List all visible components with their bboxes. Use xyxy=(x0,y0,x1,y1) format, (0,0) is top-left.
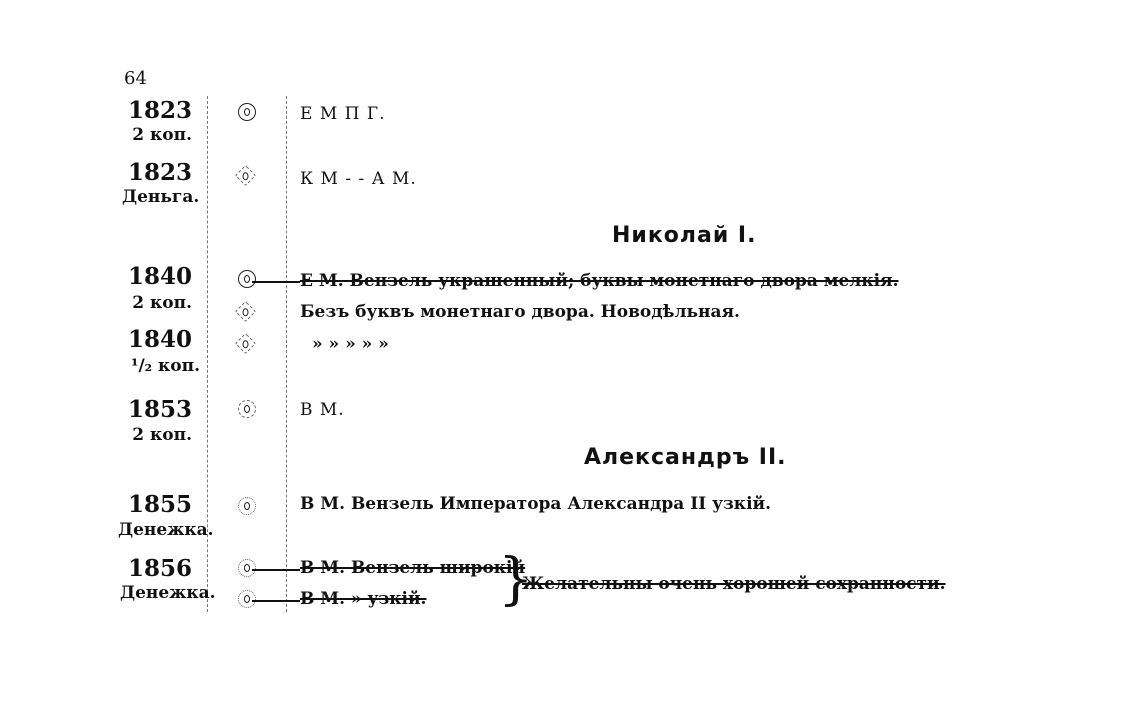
entry-description: В М. Вензель широкій xyxy=(300,558,526,578)
strike-line xyxy=(252,569,300,571)
coin-circle-icon xyxy=(238,103,256,121)
year-1823-b: 1823 xyxy=(127,159,192,186)
coin-circle-icon xyxy=(238,270,256,288)
brace-note: Желательны очень хорошей сохранности. xyxy=(522,574,946,594)
entry-description: В М. Вензель Императора Александра II узкій. xyxy=(300,494,772,514)
entry-description: » » » » » xyxy=(312,334,389,354)
section-heading-alexander: Александръ II. xyxy=(584,445,787,470)
year-1840-b: 1840 xyxy=(127,326,192,353)
entry-description: Безъ буквъ монетнаго двора. Новодѣльная. xyxy=(300,302,740,322)
strike-line xyxy=(252,600,300,602)
denomination: Деньга. xyxy=(122,187,200,207)
year-1823-a: 1823 xyxy=(127,97,192,124)
year-1855: 1855 xyxy=(127,491,192,518)
brace-icon: } xyxy=(498,547,534,612)
column-rule-right xyxy=(286,96,287,612)
coin-circle-icon xyxy=(238,497,256,515)
coin-circle-icon xyxy=(238,559,256,577)
coin-diamond-icon xyxy=(235,333,256,354)
entry-description: Е М П Г. xyxy=(300,104,386,124)
denomination: Денежка. xyxy=(120,583,216,603)
denomination: 2 коп. xyxy=(132,125,192,145)
year-1840-a: 1840 xyxy=(127,263,192,290)
denomination: Денежка. xyxy=(118,520,214,540)
entry-description: К М - - А М. xyxy=(300,169,417,189)
strike-line xyxy=(252,281,300,283)
denomination: ¹/₂ коп. xyxy=(131,356,200,376)
coin-circle-icon xyxy=(238,590,256,608)
entry-description: В М. xyxy=(300,400,345,420)
denomination: 2 коп. xyxy=(132,425,192,445)
year-1856: 1856 xyxy=(127,555,192,582)
coin-circle-icon xyxy=(238,400,256,418)
section-heading-nicholas: Николай I. xyxy=(612,223,757,248)
denomination: 2 коп. xyxy=(132,293,192,313)
coin-diamond-icon xyxy=(235,301,256,322)
entry-description: В М. » узкій. xyxy=(300,589,427,609)
coin-diamond-icon xyxy=(235,165,256,186)
page-number: 64 xyxy=(124,68,147,89)
entry-description: Е М. Вензель украшенный; буквы монетнаго двора мелкія. xyxy=(300,271,899,291)
year-1853: 1853 xyxy=(127,396,192,423)
